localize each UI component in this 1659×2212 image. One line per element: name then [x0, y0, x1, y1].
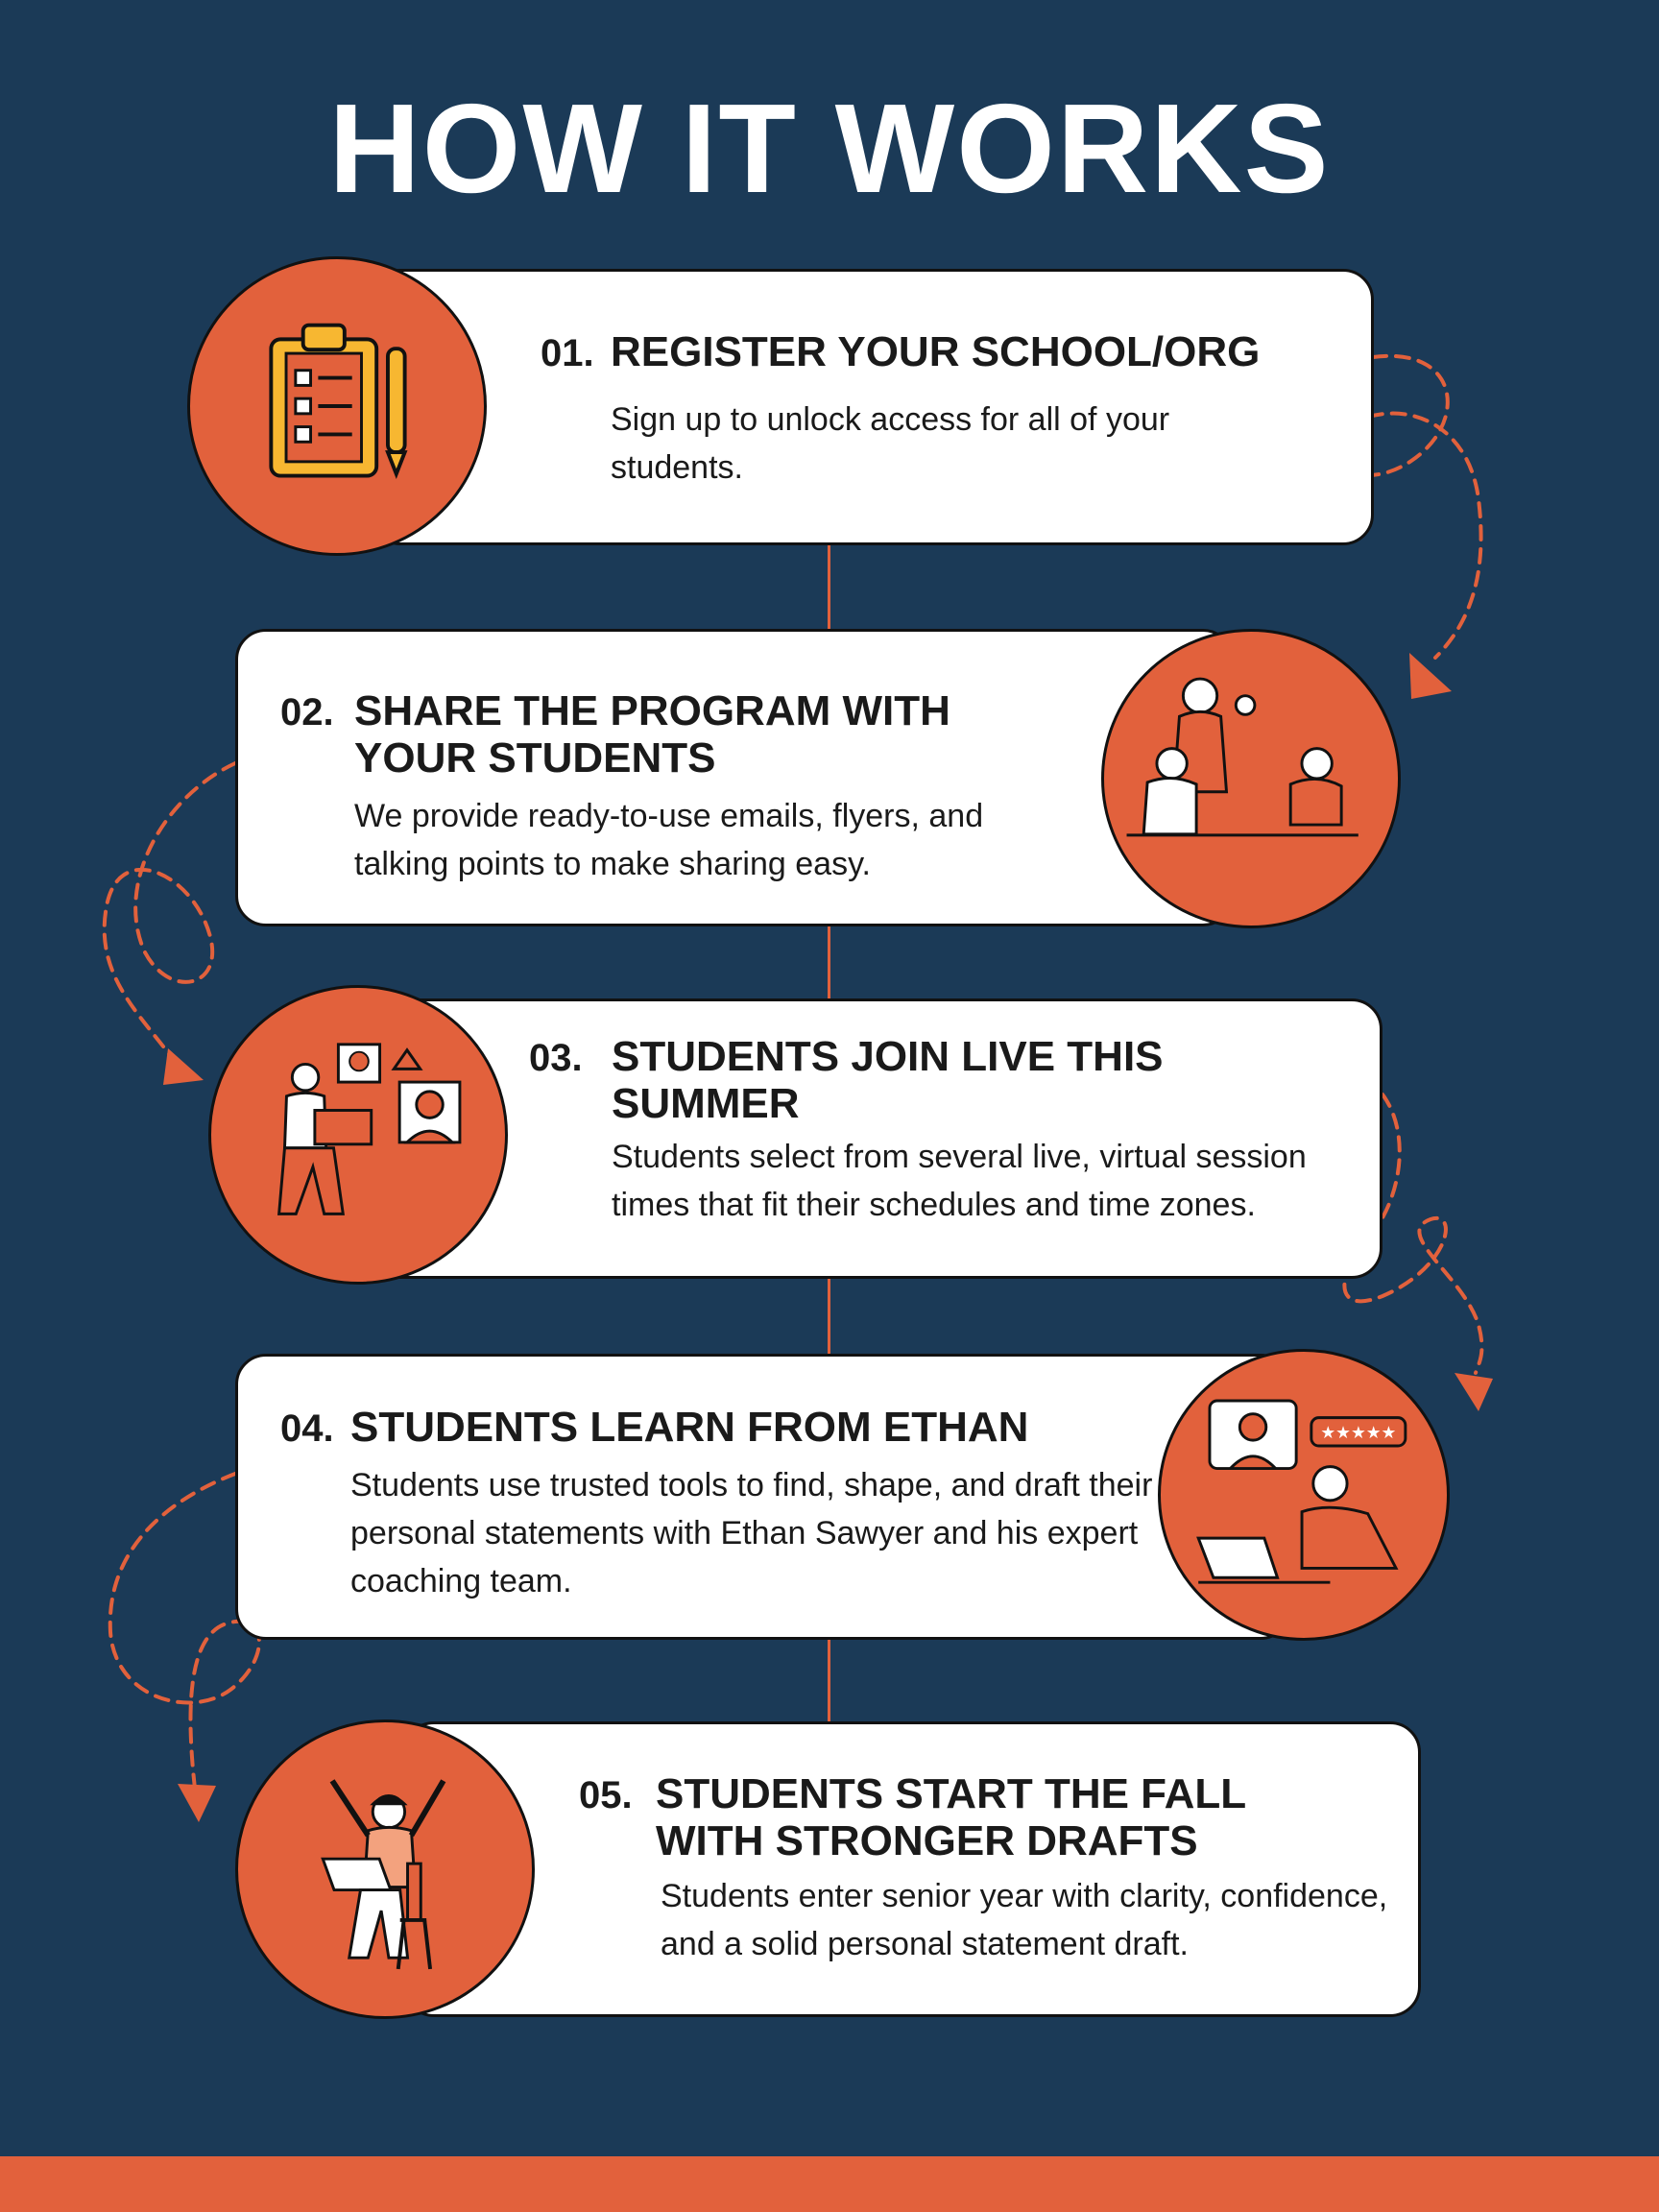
step-title-4: STUDENTS LEARN FROM ETHAN: [350, 1404, 1029, 1451]
connector-line: [828, 926, 830, 1000]
step-icon-circle-3: [208, 985, 508, 1285]
step-description-4: Students use trusted tools to find, shape, and draft their personal statements with Ethan Sawyer and his expert coaching team.: [350, 1467, 1153, 1599]
step-icon-circle-5: [235, 1719, 535, 2019]
step-icon-circle-4: [1158, 1349, 1450, 1641]
step-number-3: 03.: [529, 1037, 583, 1079]
celebrating-student-icon: [238, 1722, 532, 2016]
footer-accent-bar: [0, 2156, 1659, 2212]
step-icon-circle-2: [1101, 629, 1401, 928]
step-number-2: 02.: [280, 691, 334, 733]
step-card-5: [403, 1721, 1421, 2017]
step-number-4: 04.: [280, 1407, 334, 1450]
step-description-3: Students select from several live, virtual session times that fit their schedules and time zones.: [612, 1139, 1307, 1223]
step-title-3: STUDENTS JOIN LIVE THIS SUMMER: [612, 1033, 1164, 1127]
step-icon-circle-1: [187, 256, 487, 556]
page-title: HOW IT WORKS: [328, 78, 1331, 219]
connector-line: [828, 1277, 830, 1356]
step-description-5: Students enter senior year with clarity, confidence, and a solid personal statement draft.: [661, 1878, 1388, 1962]
svg-text:★★★★★: ★★★★★: [1320, 1424, 1397, 1444]
virtual-session-icon: [211, 988, 505, 1282]
connector-line: [828, 542, 830, 631]
step-description-1: Sign up to unlock access for all of your students.: [611, 401, 1170, 486]
connector-line: [828, 1640, 830, 1722]
students-idea-icon: [1104, 632, 1398, 926]
step-number-1: 01.: [541, 332, 594, 374]
coaching-icon: [1161, 1352, 1447, 1638]
step-number-5: 05.: [579, 1774, 633, 1816]
step-title-2: SHARE THE PROGRAM WITH YOUR STUDENTS: [354, 687, 950, 781]
step-title-1: REGISTER YOUR SCHOOL/ORG: [611, 328, 1261, 375]
step-description-2: We provide ready-to-use emails, flyers, and talking points to make sharing easy.: [354, 798, 984, 882]
clipboard-checklist-icon: [190, 259, 484, 553]
step-title-5: STUDENTS START THE FALL WITH STRONGER DRAFTS: [656, 1770, 1246, 1864]
